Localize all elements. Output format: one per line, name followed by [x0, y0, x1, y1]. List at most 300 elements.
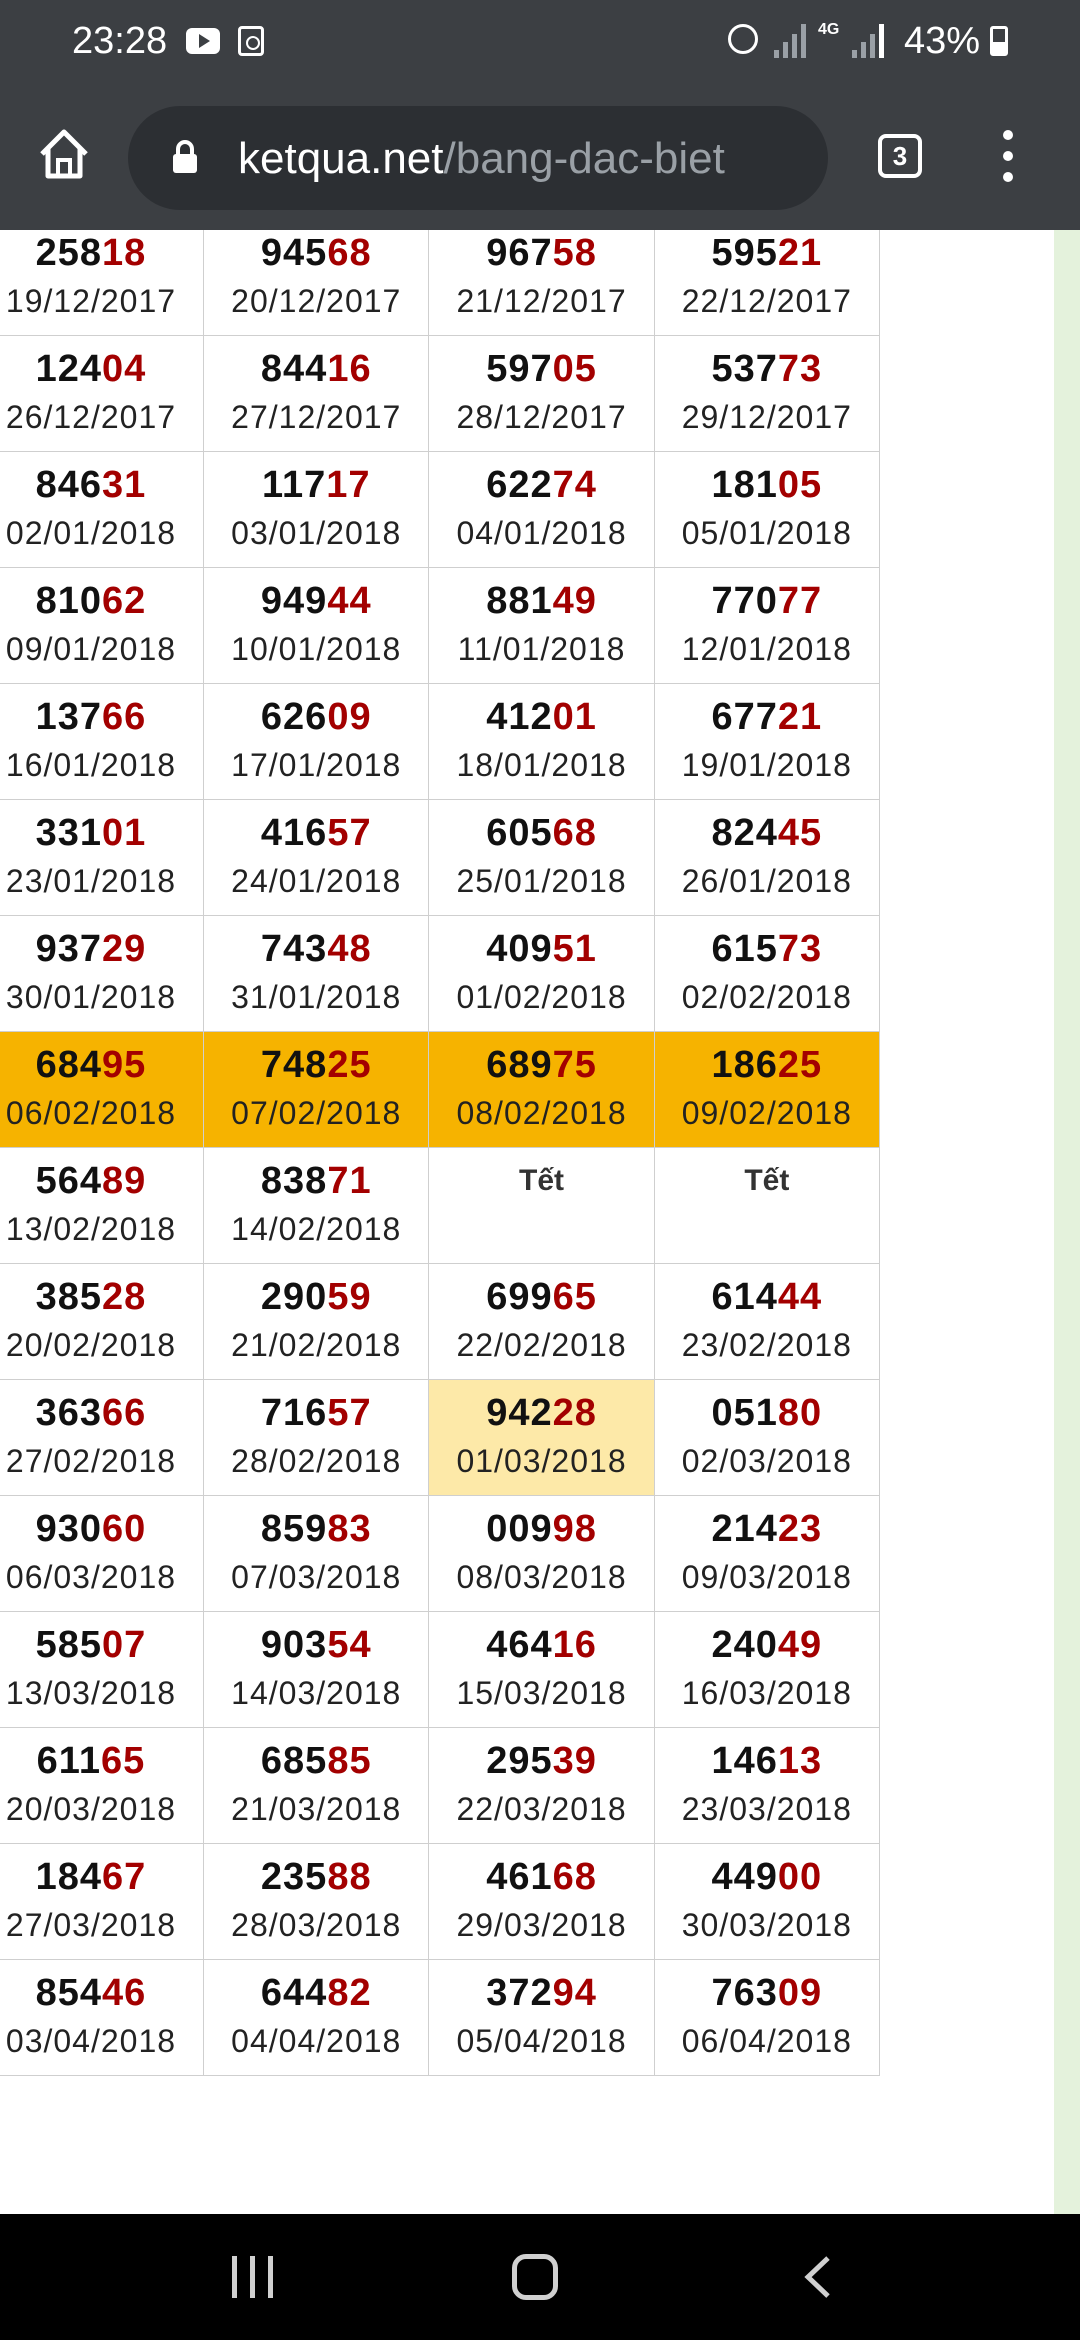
- prize-number-head: 258: [35, 232, 103, 274]
- table-cell[interactable]: [429, 1496, 654, 1612]
- table-cell[interactable]: [0, 230, 204, 336]
- draw-date: 23/02/2018: [681, 1327, 852, 1363]
- prize-number-tail: 16: [327, 348, 372, 390]
- url-domain: ketqua.net: [238, 134, 444, 183]
- prize-number-tail: 31: [102, 464, 147, 506]
- table-cell[interactable]: [204, 1148, 429, 1264]
- draw-date: 02/02/2018: [681, 979, 852, 1015]
- prize-number-head: 409: [486, 928, 553, 970]
- table-cell[interactable]: [0, 1032, 204, 1148]
- prize-number-tail: 39: [552, 1740, 597, 1782]
- battery-icon: [990, 26, 1008, 56]
- prize-number: [0, 928, 203, 971]
- prize-number: [429, 232, 653, 275]
- prize-number-tail: 49: [777, 1624, 823, 1666]
- table-cell[interactable]: [654, 452, 879, 568]
- prize-number: [655, 1276, 879, 1319]
- table-cell[interactable]: [204, 1380, 429, 1496]
- table-cell[interactable]: [429, 1728, 654, 1844]
- prize-number-head: 564: [35, 1160, 103, 1202]
- prize-number: [655, 348, 879, 391]
- table-cell[interactable]: [0, 916, 204, 1032]
- table-row: [0, 1844, 880, 1960]
- draw-date: 14/02/2018: [231, 1211, 402, 1247]
- prize-number-head: 684: [35, 1044, 103, 1086]
- table-row: [0, 916, 880, 1032]
- prize-number-tail: 05: [777, 464, 823, 506]
- prize-number: [655, 1856, 879, 1899]
- prize-number: [429, 696, 653, 739]
- prize-number: [0, 348, 203, 391]
- prize-number-head: 137: [35, 696, 103, 738]
- table-cell[interactable]: [0, 684, 204, 800]
- prize-number: [429, 1740, 653, 1783]
- back-button[interactable]: [800, 2254, 836, 2300]
- prize-number-head: 240: [711, 1624, 778, 1666]
- special-prize-table: [0, 230, 880, 2076]
- table-cell[interactable]: [0, 1148, 204, 1264]
- draw-date: 01/03/2018: [456, 1443, 627, 1479]
- prize-number-head: 748: [260, 1044, 328, 1086]
- table-row: [0, 1148, 880, 1264]
- table-row: [0, 336, 880, 452]
- draw-date: 13/02/2018: [5, 1211, 177, 1247]
- draw-date: 28/12/2017: [456, 399, 627, 435]
- table-row: [0, 230, 880, 336]
- table-cell[interactable]: [429, 1612, 654, 1728]
- table-cell[interactable]: [0, 336, 204, 452]
- prize-number-head: 464: [486, 1624, 553, 1666]
- table-cell[interactable]: [0, 1264, 204, 1380]
- status-bar: [0, 0, 1080, 84]
- prize-number-tail: 54: [327, 1624, 372, 1666]
- prize-number-head: 967: [486, 232, 553, 274]
- prize-number-head: 605: [486, 812, 553, 854]
- prize-number-tail: 00: [777, 1856, 823, 1898]
- prize-number: [655, 232, 879, 275]
- prize-number-tail: 60: [102, 1508, 147, 1550]
- prize-number: [429, 1624, 653, 1667]
- prize-number-head: 615: [711, 928, 778, 970]
- prize-number: [204, 812, 428, 855]
- table-cell[interactable]: [654, 1148, 879, 1264]
- table-cell[interactable]: [204, 568, 429, 684]
- prize-number: [655, 580, 879, 623]
- prize-number-head: 930: [35, 1508, 103, 1550]
- table-cell[interactable]: [204, 1728, 429, 1844]
- prize-number-head: 838: [260, 1160, 328, 1202]
- draw-date: 21/12/2017: [456, 283, 627, 319]
- draw-date: 19/01/2018: [681, 747, 852, 783]
- draw-date: 16/03/2018: [681, 1675, 852, 1711]
- prize-number-tail: 07: [102, 1624, 147, 1666]
- table-cell[interactable]: [654, 1264, 879, 1380]
- table-cell[interactable]: [654, 1496, 879, 1612]
- table-cell[interactable]: [204, 1496, 429, 1612]
- prize-number-tail: 57: [327, 1392, 372, 1434]
- prize-number-head: 763: [711, 1972, 778, 2014]
- prize-number: [0, 1624, 203, 1667]
- table-cell[interactable]: [429, 1960, 654, 2076]
- prize-number-head: 412: [486, 696, 553, 738]
- prize-number-head: 290: [260, 1276, 328, 1318]
- prize-number: [204, 348, 428, 391]
- draw-date: 05/04/2018: [456, 2023, 627, 2059]
- draw-date: 30/01/2018: [5, 979, 177, 1015]
- prize-number: [0, 1392, 203, 1435]
- battery-percent: 43%: [904, 20, 981, 62]
- prize-number: [429, 464, 653, 507]
- prize-number-tail: 51: [552, 928, 597, 970]
- prize-number-head: 449: [711, 1856, 778, 1898]
- prize-number-tail: 44: [777, 1276, 823, 1318]
- table-cell[interactable]: [204, 1612, 429, 1728]
- draw-date: 04/01/2018: [456, 515, 627, 551]
- prize-number-tail: 77: [777, 580, 823, 622]
- prize-number-head: 937: [35, 928, 103, 970]
- prize-number-head: 903: [260, 1624, 328, 1666]
- network-type-label: 4G: [818, 21, 840, 38]
- prize-number-head: 186: [711, 1044, 778, 1086]
- prize-number-tail: 25: [327, 1044, 372, 1086]
- table-cell[interactable]: [204, 1264, 429, 1380]
- table-cell[interactable]: [0, 1380, 204, 1496]
- prize-number-head: 537: [711, 348, 778, 390]
- prize-number: [0, 696, 203, 739]
- prize-number-head: 385: [35, 1276, 103, 1318]
- prize-number-tail: 18: [102, 232, 147, 274]
- draw-date: 02/01/2018: [5, 515, 177, 551]
- prize-number-head: 881: [486, 580, 553, 622]
- prize-number-tail: 83: [327, 1508, 372, 1550]
- prize-number-tail: 74: [552, 464, 597, 506]
- draw-date: 22/03/2018: [456, 1791, 627, 1827]
- draw-date: 16/01/2018: [5, 747, 177, 783]
- prize-number: [204, 1276, 428, 1319]
- table-cell[interactable]: [0, 1728, 204, 1844]
- draw-date: 20/12/2017: [231, 283, 402, 319]
- prize-number-head: 184: [35, 1856, 103, 1898]
- draw-date: 09/02/2018: [681, 1095, 852, 1131]
- lock-icon: [172, 140, 198, 174]
- prize-number-tail: 05: [552, 348, 597, 390]
- prize-number-head: 611: [36, 1740, 101, 1782]
- prize-number-tail: 46: [102, 1972, 147, 2014]
- table-cell[interactable]: [429, 684, 654, 800]
- prize-number-tail: 95: [102, 1044, 147, 1086]
- table-cell[interactable]: [429, 1380, 654, 1496]
- prize-number-head: 461: [486, 1856, 553, 1898]
- prize-number-tail: 73: [777, 348, 823, 390]
- prize-number-head: 416: [260, 812, 328, 854]
- home-icon[interactable]: [36, 126, 92, 182]
- prize-number-tail: 09: [777, 1972, 823, 2014]
- prize-number-tail: 58: [552, 232, 597, 274]
- table-cell[interactable]: [429, 1032, 654, 1148]
- youtube-icon: [186, 28, 220, 54]
- table-cell[interactable]: [0, 1960, 204, 2076]
- prize-number-tail: 21: [777, 696, 823, 738]
- prize-number: [0, 1508, 203, 1551]
- draw-date: 20/02/2018: [5, 1327, 177, 1363]
- prize-number: [655, 812, 879, 855]
- prize-number: [204, 1856, 428, 1899]
- prize-number-tail: 21: [777, 232, 823, 274]
- right-column-edge: [1054, 230, 1080, 2214]
- draw-date: 13/03/2018: [5, 1675, 177, 1711]
- draw-date: 03/04/2018: [5, 2023, 177, 2059]
- prize-number: [0, 1160, 203, 1203]
- table-cell[interactable]: [429, 1844, 654, 1960]
- prize-number: [429, 1276, 653, 1319]
- draw-date: 07/02/2018: [231, 1095, 402, 1131]
- draw-date: 27/02/2018: [5, 1443, 177, 1479]
- prize-number: [0, 1972, 203, 2015]
- table-cell[interactable]: [654, 800, 879, 916]
- draw-date: 06/04/2018: [681, 2023, 852, 2059]
- table-cell[interactable]: [429, 1264, 654, 1380]
- draw-date: 28/02/2018: [231, 1443, 402, 1479]
- prize-number-tail: 73: [777, 928, 823, 970]
- prize-number-tail: 65: [100, 1740, 146, 1782]
- prize-number-tail: 89: [102, 1160, 147, 1202]
- table-cell[interactable]: [654, 1960, 879, 2076]
- url-text: [238, 134, 725, 184]
- prize-number-tail: 71: [327, 1160, 372, 1202]
- table-row: [0, 1728, 880, 1844]
- prize-number: [0, 812, 203, 855]
- draw-date: 08/03/2018: [456, 1559, 627, 1595]
- recent-apps-button[interactable]: [232, 2256, 278, 2298]
- prize-number-head: 824: [711, 812, 778, 854]
- table-cell[interactable]: [654, 568, 879, 684]
- draw-date: 10/01/2018: [231, 631, 402, 667]
- address-bar[interactable]: [128, 106, 828, 210]
- prize-number-tail: 44: [327, 580, 372, 622]
- home-button[interactable]: [512, 2254, 558, 2300]
- prize-number-head: 770: [711, 580, 778, 622]
- draw-date: 24/01/2018: [231, 863, 402, 899]
- table-cell[interactable]: [0, 800, 204, 916]
- prize-number: [655, 1624, 879, 1667]
- prize-number: [204, 464, 428, 507]
- draw-date: 11/01/2018: [457, 631, 626, 667]
- prize-number-head: 854: [35, 1972, 103, 2014]
- prize-number-head: 622: [486, 464, 553, 506]
- prize-number-tail: 16: [552, 1624, 597, 1666]
- prize-number: [204, 1160, 428, 1203]
- table-row: [0, 1380, 880, 1496]
- prize-number-tail: 28: [552, 1392, 597, 1434]
- draw-date: 23/01/2018: [5, 863, 177, 899]
- table-cell[interactable]: [429, 568, 654, 684]
- prize-number-tail: 59: [327, 1276, 372, 1318]
- table-cell[interactable]: [654, 1032, 879, 1148]
- draw-date: 06/02/2018: [5, 1095, 177, 1131]
- table-cell[interactable]: [429, 1148, 654, 1264]
- tab-switcher-button[interactable]: 3: [878, 134, 922, 178]
- prize-number: [204, 1044, 428, 1087]
- prize-number: [0, 1856, 203, 1899]
- draw-date: 12/01/2018: [681, 631, 852, 667]
- table-cell[interactable]: [654, 916, 879, 1032]
- table-cell[interactable]: [0, 1844, 204, 1960]
- draw-date: 21/03/2018: [231, 1791, 402, 1827]
- draw-date: 14/03/2018: [231, 1675, 402, 1711]
- table-row: [0, 684, 880, 800]
- prize-number-head: 685: [260, 1740, 328, 1782]
- holiday-note: Tết: [519, 1164, 565, 1197]
- draw-date: 01/02/2018: [456, 979, 627, 1015]
- draw-date: 23/03/2018: [681, 1791, 852, 1827]
- table-cell[interactable]: [204, 1960, 429, 2076]
- table-cell[interactable]: [429, 916, 654, 1032]
- prize-number: [204, 1972, 428, 2015]
- table-cell[interactable]: [654, 230, 879, 336]
- more-menu-icon[interactable]: [1000, 130, 1016, 182]
- alarm-icon: [728, 24, 758, 54]
- prize-number-tail: 68: [552, 1856, 597, 1898]
- table-cell[interactable]: [204, 452, 429, 568]
- draw-date: 30/03/2018: [681, 1907, 852, 1943]
- prize-number: [0, 1276, 203, 1319]
- prize-number-tail: 98: [552, 1508, 597, 1550]
- draw-date: 18/01/2018: [456, 747, 627, 783]
- signal-icon: [852, 24, 886, 58]
- table-cell[interactable]: [204, 336, 429, 452]
- draw-date: 02/03/2018: [681, 1443, 852, 1479]
- prize-number: [429, 1508, 653, 1551]
- prize-number: [429, 1392, 653, 1435]
- prize-number-tail: 66: [102, 696, 147, 738]
- table-row: [0, 1032, 880, 1148]
- prize-number: [0, 580, 203, 623]
- prize-number: [0, 1044, 203, 1087]
- table-row: [0, 1612, 880, 1728]
- prize-number-head: 363: [35, 1392, 103, 1434]
- prize-number-head: 181: [711, 464, 778, 506]
- draw-date: 27/12/2017: [231, 399, 402, 435]
- prize-number: [429, 580, 653, 623]
- table-cell[interactable]: [204, 230, 429, 336]
- table-cell[interactable]: [429, 452, 654, 568]
- table-cell[interactable]: [654, 1844, 879, 1960]
- table-cell[interactable]: [204, 1844, 429, 1960]
- prize-number-head: 372: [486, 1972, 553, 2014]
- prize-number-head: 846: [35, 464, 103, 506]
- prize-number-head: 859: [260, 1508, 328, 1550]
- draw-date: 06/03/2018: [5, 1559, 177, 1595]
- prize-number-tail: 66: [102, 1392, 147, 1434]
- prize-number-head: 117: [261, 464, 327, 506]
- prize-number: [655, 1972, 879, 2015]
- table-row: [0, 1264, 880, 1380]
- table-row: [0, 800, 880, 916]
- prize-number-tail: 28: [102, 1276, 147, 1318]
- prize-number: [655, 1044, 879, 1087]
- prize-number: [204, 1392, 428, 1435]
- prize-number-tail: 94: [552, 1972, 597, 2014]
- url-path: /bang-dac-biet: [443, 134, 725, 183]
- prize-number-tail: 85: [327, 1740, 372, 1782]
- prize-number-tail: 67: [102, 1856, 147, 1898]
- draw-date: 31/01/2018: [231, 979, 402, 1015]
- table-cell[interactable]: [654, 684, 879, 800]
- table-cell[interactable]: [204, 916, 429, 1032]
- prize-number-head: 331: [35, 812, 103, 854]
- draw-date: 27/03/2018: [5, 1907, 177, 1943]
- prize-number: [204, 1740, 428, 1783]
- prize-number-head: 810: [35, 580, 103, 622]
- draw-date: 15/03/2018: [456, 1675, 627, 1711]
- draw-date: 20/03/2018: [5, 1791, 177, 1827]
- prize-number-tail: 82: [327, 1972, 372, 2014]
- prize-number: [204, 1624, 428, 1667]
- prize-number-tail: 01: [102, 812, 147, 854]
- prize-number: [655, 1392, 879, 1435]
- prize-number-head: 009: [486, 1508, 553, 1550]
- table-cell[interactable]: [429, 800, 654, 916]
- prize-number-tail: 13: [777, 1740, 823, 1782]
- table-cell[interactable]: [654, 1612, 879, 1728]
- prize-number-tail: 88: [327, 1856, 372, 1898]
- table-cell[interactable]: [0, 568, 204, 684]
- table-row: [0, 452, 880, 568]
- prize-number-tail: 45: [777, 812, 823, 854]
- table-cell[interactable]: [204, 1032, 429, 1148]
- prize-number: [429, 928, 653, 971]
- prize-number: [0, 1740, 203, 1783]
- prize-number-head: 949: [260, 580, 328, 622]
- prize-number-head: 689: [486, 1044, 553, 1086]
- prize-number-head: 124: [35, 348, 103, 390]
- prize-number-head: 699: [486, 1276, 553, 1318]
- table-cell[interactable]: [0, 1612, 204, 1728]
- prize-number: [204, 580, 428, 623]
- prize-number-tail: 57: [327, 812, 372, 854]
- table-cell[interactable]: [429, 336, 654, 452]
- prize-number-head: 214: [711, 1508, 778, 1550]
- draw-date: 25/01/2018: [456, 863, 627, 899]
- table-cell[interactable]: [204, 800, 429, 916]
- page-content: [0, 230, 1080, 2214]
- prize-number-tail: 04: [102, 348, 147, 390]
- draw-date: 22/02/2018: [456, 1327, 627, 1363]
- draw-date: 28/03/2018: [231, 1907, 402, 1943]
- screenshot-icon: [238, 26, 264, 56]
- prize-number-head: 295: [486, 1740, 553, 1782]
- table-cell[interactable]: [429, 230, 654, 336]
- table-cell[interactable]: [204, 684, 429, 800]
- prize-number: [429, 812, 653, 855]
- holiday-note: Tết: [744, 1164, 790, 1197]
- table-cell[interactable]: [0, 1496, 204, 1612]
- prize-number: [429, 1856, 653, 1899]
- table-cell[interactable]: [654, 1728, 879, 1844]
- table-row: [0, 1960, 880, 2076]
- table-cell[interactable]: [654, 336, 879, 452]
- prize-number: [655, 1740, 879, 1783]
- prize-number-tail: 65: [552, 1276, 597, 1318]
- table-cell[interactable]: [654, 1380, 879, 1496]
- table-cell[interactable]: [0, 452, 204, 568]
- prize-number: [429, 348, 653, 391]
- prize-number: [0, 464, 203, 507]
- prize-number-tail: 49: [552, 580, 597, 622]
- draw-date: 09/01/2018: [5, 631, 177, 667]
- prize-number-head: 235: [260, 1856, 328, 1898]
- signal-icon: [774, 24, 808, 58]
